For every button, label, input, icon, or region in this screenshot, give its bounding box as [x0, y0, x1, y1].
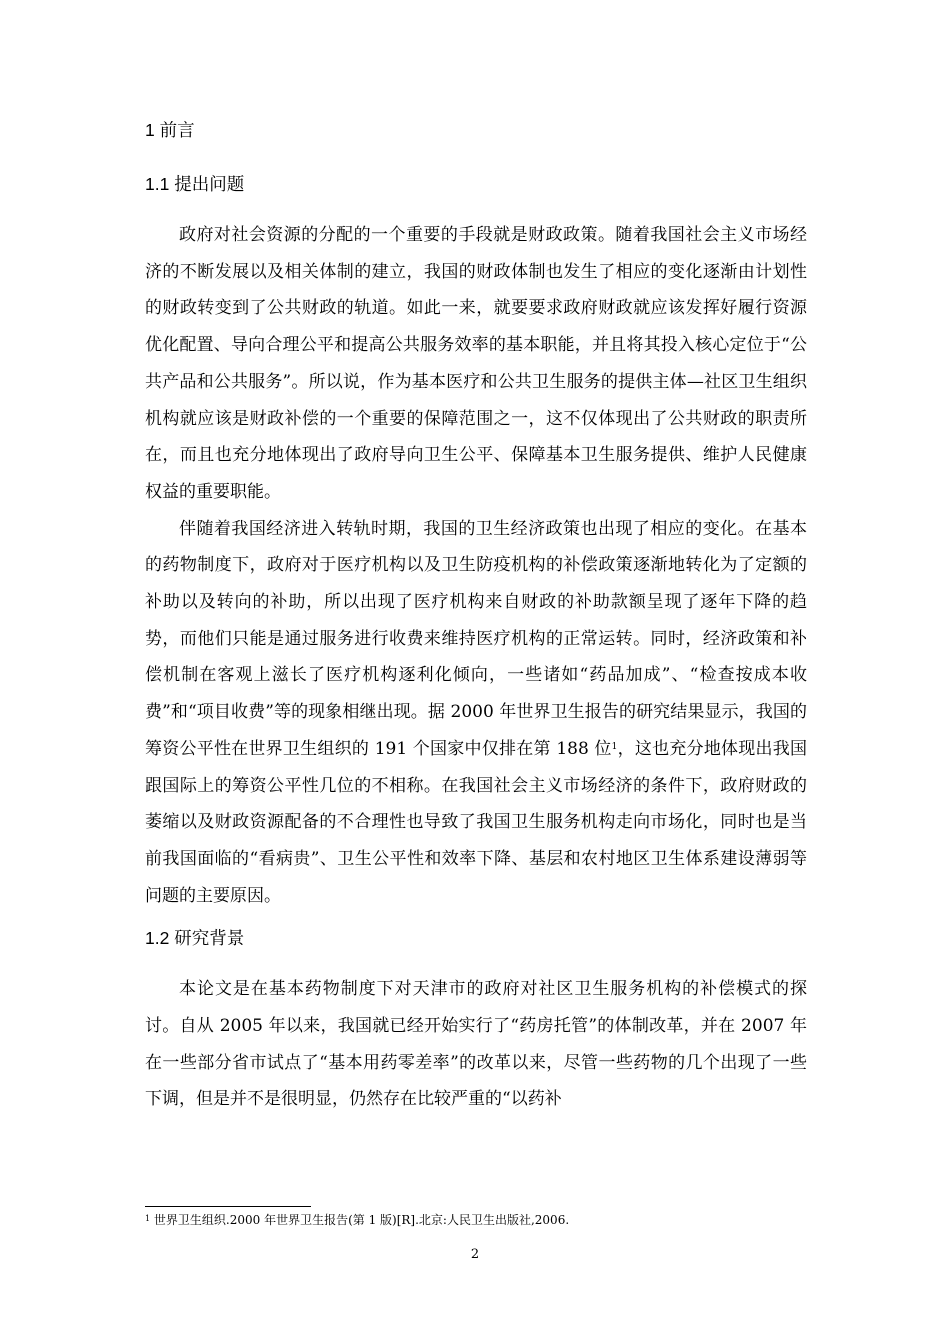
paragraph-1-1-a: 政府对社会资源的分配的一个重要的手段就是财政政策。随着我国社会主义市场经济的不断发展以及相关体制的建立，我国的财政体制也发生了相应的变化逐渐由计划性的财政转变到了公共财政的轨道。如此一来，就要要求政府财政就应该发挥好履行资源优化配置、导向合理公平和提高公共服务效率的基本职能，并且将其投入核心定位于“公共产品和公共服务”。所以说，作为基本医疗和公共卫生服务的提供主体—社区卫生组织机构就应该是财政补偿的一个重要的保障范围之一，这不仅体现出了公共财政的职责所在，而且也充分地体现出了政府导向卫生公平、保障基本卫生服务提供、维护人民健康权益的重要职能。: [145, 225, 807, 502]
section-heading-1-1: 1.1 提出问题: [145, 174, 245, 194]
footnote-marker: 1: [145, 1214, 151, 1223]
paragraph-text-before-note: 伴随着我国经济进入转轨时期，我国的卫生经济政策也出现了相应的变化。在基本的药物制度下，政府对于医疗机构以及卫生防疫机构的补偿政策逐渐地转化为了定额的补助以及转向的补助，所以出现了医疗机构来自财政的补助款额呈现了逐年下降的趋势，而他们只能是通过服务进行收费来维持医疗机构的正常运转。同时，经济政策和补偿机制在客观上滋长了医疗机构逐利化倾向，一些诸如“药品加成”、“检查按成本收费”和“项目收费”等的现象相继出现。据 2000 年世界卫生报告的研究结果显示，我国的筹资公平性在世界卫生组织的 191 个国家中仅排在第 188 位: [145, 518, 807, 759]
paragraph-text-after-note: ，这也充分地体现出我国跟国际上的筹资公平性几位的不相称。在我国社会主义市场经济的条件下，政府财政的萎缩以及财政资源配备的不合理性也导致了我国卫生服务机构走向市场化，同时也是当前我国面临的“看病贵”、卫生公平性和效率下降、基层和农村地区卫生体系建设薄弱等问题的主要原因。: [145, 738, 808, 906]
page-number: 2: [470, 1247, 480, 1262]
section-heading-1: 1 前言: [145, 120, 195, 140]
footnote-text: 世界卫生组织.2000 年世界卫生报告(第 1 版)[R].北京:人民卫生出版社,2006.: [153, 1213, 570, 1227]
section-heading-1-2: 1.2 研究背景: [145, 928, 245, 949]
paragraph-1-1-b: [145, 511, 807, 915]
page-content: [145, 112, 807, 1118]
footnote-separator: [145, 1206, 311, 1207]
footnote: [145, 1212, 807, 1228]
paragraph-1-2-a: 本论文是在基本药物制度下对天津市的政府对社区卫生服务机构的补偿模式的探讨。自从 2005 年以来，我国就已经开始实行了“药房托管”的体制改革，并在 2007 年在一些部分省市试点了“基本用药零差率”的改革以来，尽管一些药物的几个出现了一些下调，但是并不是很明显，仍然存在比较严重的“以药补: [145, 979, 807, 1110]
footnote-reference[interactable]: 1: [611, 741, 618, 752]
